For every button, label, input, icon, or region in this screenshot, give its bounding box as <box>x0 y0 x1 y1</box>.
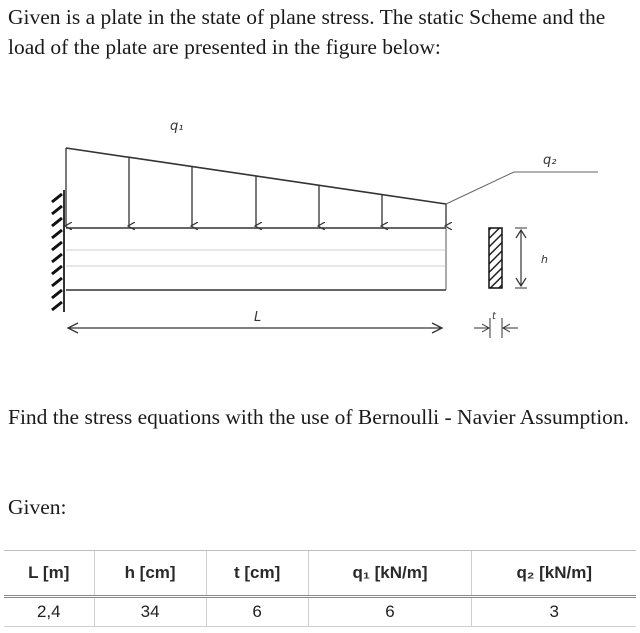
value-L: 2,4 <box>4 597 94 627</box>
label-q2: q₂ <box>543 153 557 168</box>
given-table <box>4 550 636 627</box>
beam-diagram <box>0 90 640 370</box>
label-t: t <box>492 311 496 322</box>
value-t: 6 <box>206 597 308 627</box>
header-h: h [cm] <box>94 551 206 597</box>
label-L: L <box>254 310 262 325</box>
distributed-load <box>66 148 446 226</box>
beam-figure <box>0 90 640 370</box>
value-h: 34 <box>94 597 206 627</box>
q2-leader <box>446 172 598 204</box>
thickness-dimension <box>474 318 518 338</box>
task-text: Find the stress equations with the use of Bernoulli - Navier Assumption. <box>8 405 630 429</box>
header-t: t [cm] <box>206 551 308 597</box>
table-row <box>4 597 636 627</box>
cross-section <box>489 228 527 288</box>
header-L: L [m] <box>4 551 94 597</box>
given-label: Given: <box>8 495 67 519</box>
intro-text: Given is a plate in the state of plane stress. The static Scheme and the load of the plate are presented in the figure below: <box>8 5 606 59</box>
table-header-row <box>4 551 636 597</box>
fixed-support <box>52 190 64 312</box>
label-h: h <box>541 253 548 266</box>
value-q2: 3 <box>472 597 636 627</box>
value-q1: 6 <box>308 597 472 627</box>
header-q1: q₁ [kN/m] <box>308 551 472 597</box>
label-q1: q₁ <box>170 119 184 134</box>
header-q2: q₂ [kN/m] <box>472 551 636 597</box>
beam-plate <box>66 228 446 290</box>
